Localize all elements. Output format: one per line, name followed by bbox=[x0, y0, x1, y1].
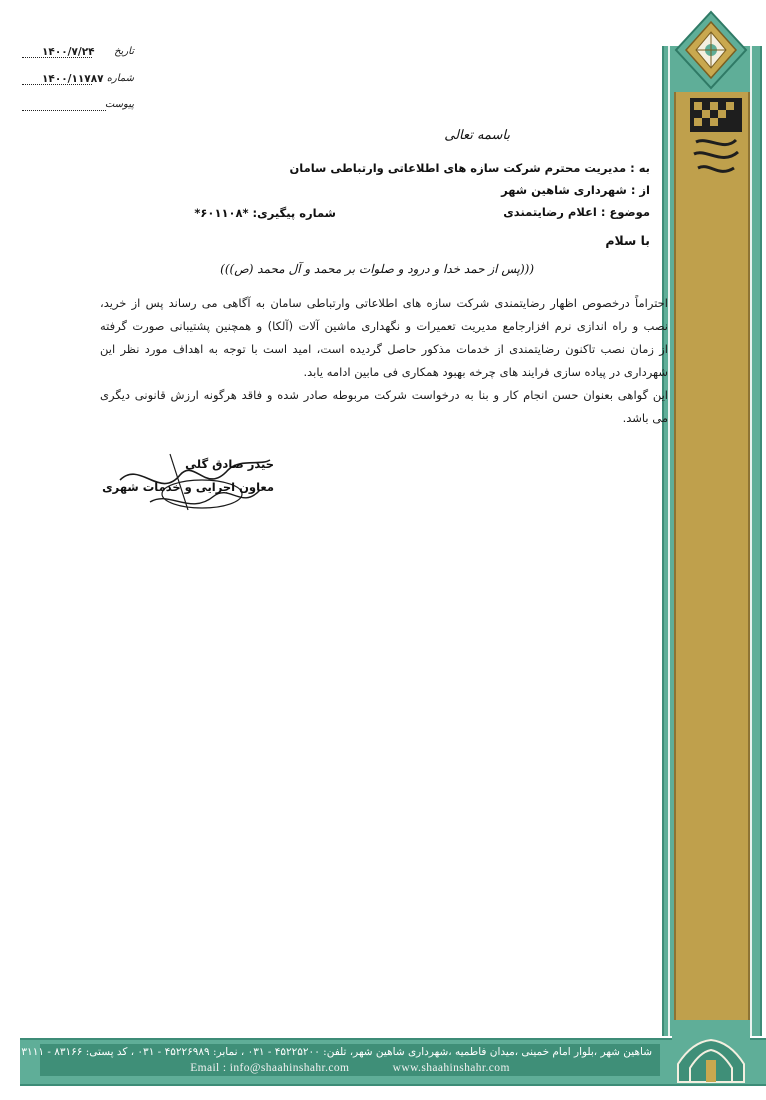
municipality-emblem-icon bbox=[672, 10, 750, 90]
date-value: ۱۴۰۰/۷/۲۴ bbox=[42, 46, 95, 58]
letter-body bbox=[100, 292, 668, 430]
attachment-label: پیوست bbox=[104, 99, 134, 110]
praise-line: (((پس از حمد خدا و درود و صلوات بر محمد و آل محمد (ص))) bbox=[220, 262, 534, 276]
number-label: شماره bbox=[106, 73, 134, 84]
date-label: تاریخ bbox=[114, 46, 134, 57]
number-field bbox=[22, 73, 142, 87]
tracking-number: شماره پیگیری: *۶۰۱۱۰۸* bbox=[194, 206, 336, 220]
body-line: این گواهی بعنوان حسن انجام کار و بنا به درخواست شرکت مربوطه صادر شده و فاقد هرگونه ارزش قانونی دیگری bbox=[100, 388, 668, 402]
sender-line: از : شهرداری شاهین شهر bbox=[501, 183, 650, 197]
body-line: شهرداری در پیاده سازی فرایند های چرخه بهبود همکاری فی مابین ادامه یابد. bbox=[303, 365, 668, 379]
signer-name: حیدر صادق گلی bbox=[185, 457, 274, 471]
signer-title: معاون اجرایی و خدمات شهری bbox=[102, 480, 274, 494]
body-line: از زمان نصب تاکنون رضایتمندی از خدمات مذکور حاصل گردیده است، امید است با توجه به اهداف مورد نظر این bbox=[100, 342, 668, 356]
footer-email: Email : info@shaahinshahr.com bbox=[190, 1062, 350, 1074]
date-field bbox=[22, 46, 142, 60]
bismillah-heading: باسمه تعالی bbox=[444, 128, 510, 143]
subject-line: موضوع : اعلام رضایتمندی bbox=[503, 205, 650, 219]
side-band-stripe-right bbox=[750, 46, 752, 1036]
side-band-gold bbox=[674, 92, 750, 1020]
side-band-stripe-left bbox=[668, 46, 670, 1036]
attachment-field bbox=[22, 99, 142, 113]
attachment-dotted-line bbox=[22, 110, 106, 111]
footer-address: شاهین شهر ،بلوار امام خمینی ،میدان فاطمیه ،شهرداری شاهین شهر، تلفن: ۴۵۲۲۵۲۰۰ - ۰۳۱ ، نمابر: ۴۵۲۲۶۹۸۹ - ۰۳۱ ، کد پستی: ۸۳۱۶۶ - ۱۳۱۱۱ bbox=[15, 1046, 652, 1058]
body-line: احتراماً درخصوص اظهار رضایتمندی شرکت سازه های اطلاعاتی وارتباطی سامان به آگاهی می رساند پس از خرید، bbox=[100, 296, 668, 310]
footer-website: www.shaahinshahr.com bbox=[392, 1062, 510, 1074]
body-line: می باشد. bbox=[622, 411, 668, 425]
footer-ornament-icon bbox=[672, 1036, 750, 1084]
footer-contact bbox=[48, 1062, 652, 1074]
greeting: با سلام bbox=[605, 233, 650, 248]
shahin-shahr-logo-icon bbox=[688, 96, 744, 182]
recipient-line: به : مدیریت محترم شرکت سازه های اطلاعاتی وارتباطی سامان bbox=[289, 161, 650, 175]
body-line: نصب و راه اندازی نرم افزارجامع مدیریت تعمیرات و نگهداری ماشین آلات (آلکا) و همچنین پشتیبانی صورت گرفته bbox=[100, 319, 668, 333]
number-value: ۱۴۰۰/۱۱۷۸۷ bbox=[42, 73, 104, 85]
